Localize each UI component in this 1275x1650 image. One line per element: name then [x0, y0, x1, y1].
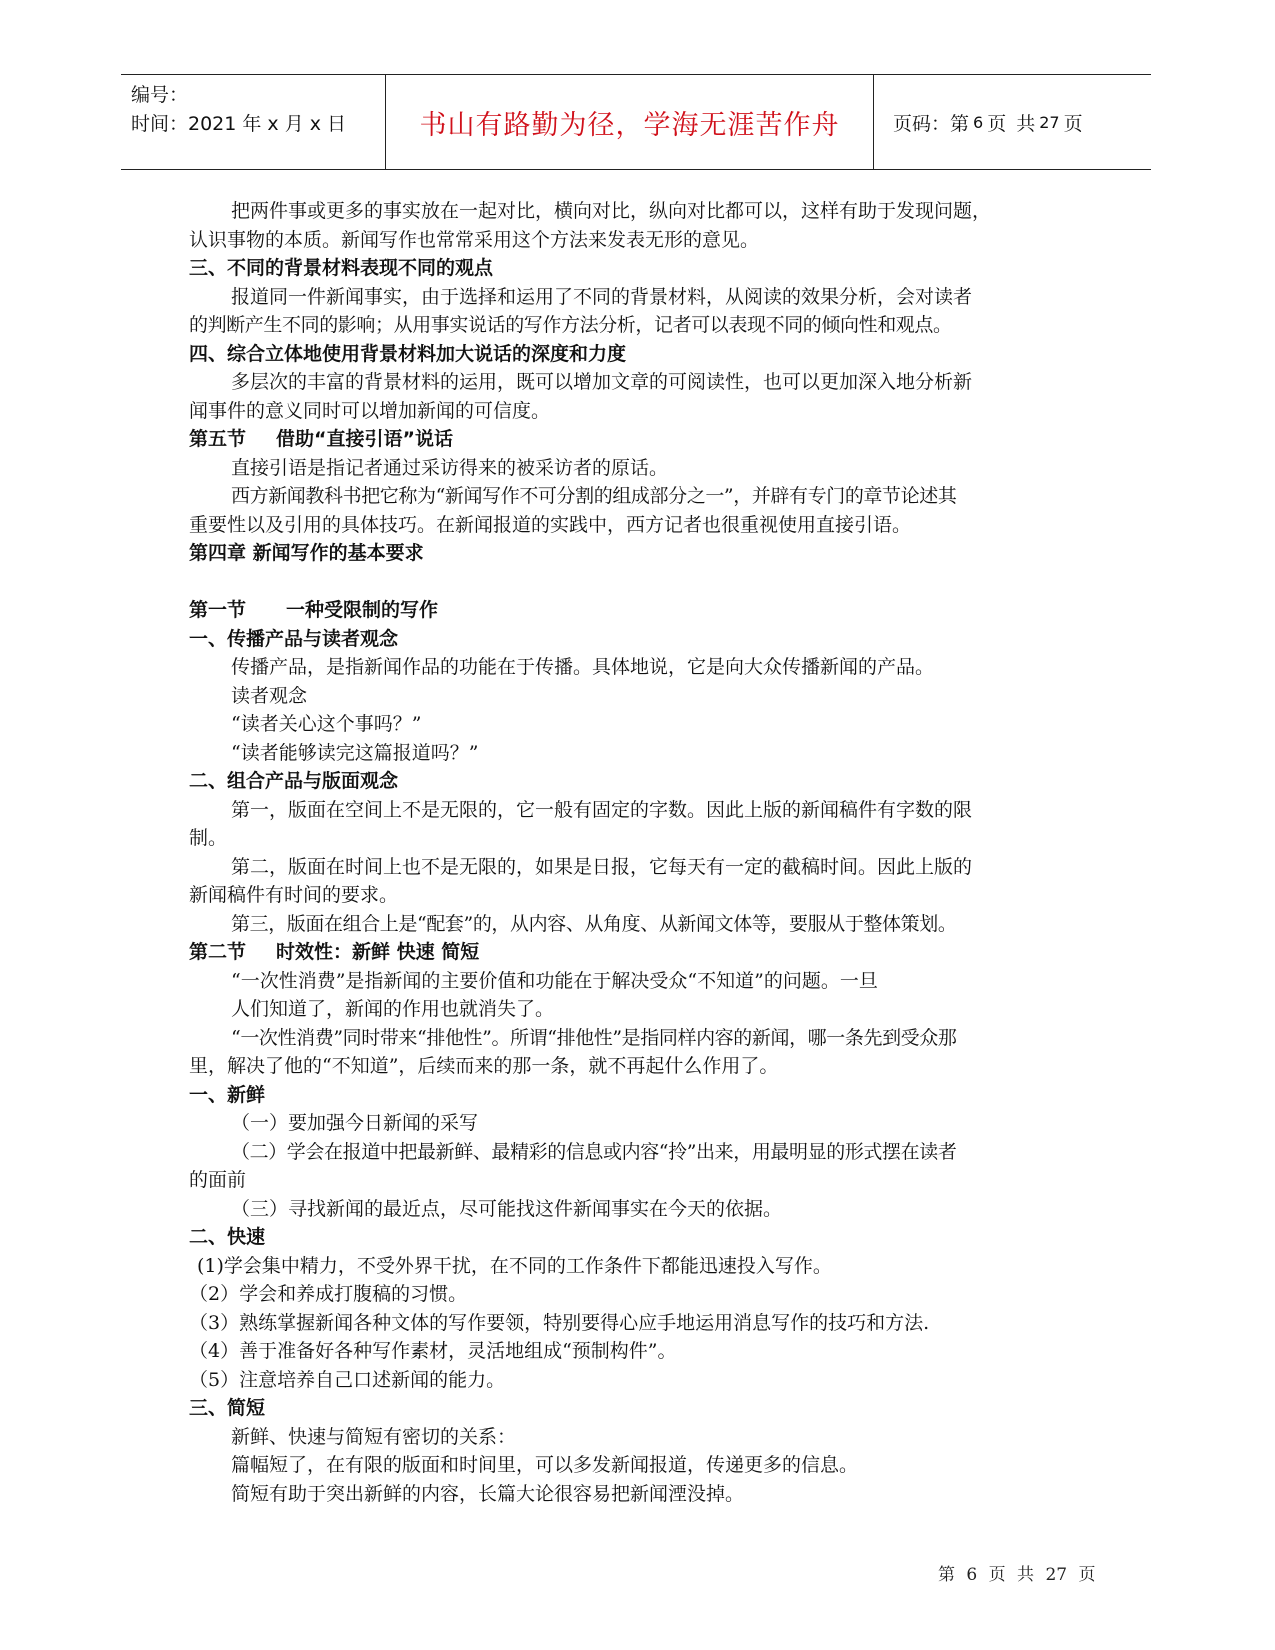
- paragraph-line: 新闻稿件有时间的要求。: [189, 884, 399, 906]
- list-item: (1)学会集中精力，不受外界干扰，在不同的工作条件下都能迅速投入写作。: [197, 1254, 832, 1277]
- page-prefix: 页码：第: [893, 112, 970, 135]
- list-item: （3）熟练掌握新闻各种文体的写作要领，特别要得心应手地运用消息写作的技巧和方法.: [189, 1311, 930, 1334]
- section-heading: 二、组合产品与版面观念: [189, 770, 399, 792]
- section-heading: 一、传播产品与读者观念: [189, 627, 399, 650]
- paragraph-line: “一次性消费”是指新闻的主要价值和功能在于解决受众“不知道”的问题。一旦: [231, 969, 878, 992]
- footer-page-number: 6: [966, 1565, 978, 1585]
- section-heading: 三、不同的背景材料表现不同的观点: [189, 257, 494, 279]
- page-number: 6: [973, 112, 984, 132]
- page-footer: [938, 1560, 1096, 1585]
- paragraph-line: 西方新闻教科书把它称为“新闻写作不可分割的组成部分之一”，并辟有专门的章节论述其: [231, 485, 957, 507]
- total-prefix: 共: [1016, 112, 1036, 135]
- paragraph-line: 重要性以及引用的具体技巧。在新闻报道的实践中，西方记者也很重视使用直接引语。: [189, 513, 912, 536]
- list-item: （4）善于准备好各种写作素材，灵活地组成“预制构件”。: [189, 1340, 677, 1362]
- section-heading: 一、新鲜: [189, 1083, 266, 1106]
- paragraph-line: 制。: [189, 827, 228, 849]
- paragraph-line: （三）寻找新闻的最近点，尽可能找这件新闻事实在今天的依据。: [231, 1197, 783, 1220]
- paragraph-line: 新鲜、快速与简短有密切的关系：: [231, 1425, 517, 1448]
- paragraph-line: 篇幅短了，在有限的版面和时间里，可以多发新闻报道，传递更多的信息。: [231, 1454, 859, 1476]
- paragraph-line: （二）学会在报道中把最新鲜、最精彩的信息或内容“拎”出来，用最明显的形式摆在读者: [231, 1140, 957, 1163]
- footer-total: 27: [1045, 1565, 1068, 1585]
- list-item: （2）学会和养成打腹稿的习惯。: [189, 1283, 468, 1305]
- paragraph-line: 传播产品，是指新闻作品的功能在于传播。具体地说，它是向大众传播新闻的产品。: [231, 656, 935, 678]
- header-page-info: [893, 75, 1143, 169]
- paragraph-line: 闻事件的意义同时可以增加新闻的可信度。: [189, 399, 551, 422]
- paragraph-line: （一）要加强今日新闻的采写: [231, 1112, 479, 1134]
- paragraph-line: 第二，版面在时间上也不是无限的，如果是日报，它每天有一定的截稿时间。因此上版的: [231, 855, 973, 878]
- paragraph-line: 认识事物的本质。新闻写作也常常采用这个方法来发表无形的意见。: [189, 228, 760, 251]
- paragraph-line: 人们知道了，新闻的作用也就消失了。: [231, 998, 555, 1020]
- section-heading: [189, 425, 1087, 454]
- paragraph-line: 的面前: [189, 1169, 247, 1191]
- total-pages: 27: [1039, 112, 1060, 132]
- list-item: （5）注意培养自己口述新闻的能力。: [189, 1368, 506, 1391]
- footer-suffix: 页: [1078, 1565, 1096, 1585]
- paragraph-line: 的判断产生不同的影响；从用事实说话的写作方法分析，记者可以表现不同的倾向性和观点。: [189, 314, 952, 336]
- paragraph-line: 里，解决了他的“不知道”，后续而来的那一条，就不再起什么作用了。: [189, 1055, 779, 1077]
- section-heading: 二、快速: [189, 1226, 266, 1248]
- paragraph-line: 直接引语是指记者通过采访得来的被采访者的原话。: [231, 456, 669, 479]
- section-number: 第一节: [189, 599, 247, 621]
- chapter-heading: 第四章 新闻写作的基本要求: [189, 542, 424, 564]
- paragraph-line: 把两件事或更多的事实放在一起对比，横向对比，纵向对比都可以，这样有助于发现问题，: [231, 200, 992, 222]
- paragraph-line: “一次性消费”同时带来“排他性”。所谓“排他性”是指同样内容的新闻，哪一条先到受众那: [231, 1026, 957, 1049]
- section-title: 借助“直接引语”说话: [276, 428, 453, 450]
- paragraph-line: 第三，版面在组合上是“配套”的，从内容、从角度、从新闻文体等，要服从于整体策划。: [231, 912, 957, 935]
- paragraph-line: 读者观念: [231, 684, 308, 707]
- section-heading: 四、综合立体地使用背景材料加大说话的深度和力度: [189, 342, 627, 365]
- footer-total-prefix: 共: [1017, 1565, 1035, 1585]
- paragraph-line: 简短有助于突出新鲜的内容，长篇大论很容易把新闻湮没掉。: [231, 1482, 745, 1505]
- section-number: 第二节: [189, 941, 247, 963]
- section-title: 时效性：新鲜 快速 简短: [276, 941, 480, 963]
- paragraph-line: 第一，版面在空间上不是无限的，它一般有固定的字数。因此上版的新闻稿件有字数的限: [231, 798, 973, 821]
- page-header: [121, 74, 1151, 170]
- header-divider: [873, 75, 874, 169]
- footer-mid: 页: [988, 1565, 1006, 1585]
- blank-line: [189, 568, 1087, 597]
- footer-prefix: 第: [938, 1565, 955, 1585]
- section-title: 一种受限制的写作: [286, 599, 439, 621]
- section-heading: [189, 596, 1087, 625]
- paragraph-line: “读者关心这个事吗？”: [231, 713, 422, 735]
- paragraph-line: 报道同一件新闻事实，由于选择和运用了不同的背景材料，从阅读的效果分析，会对读者: [231, 285, 973, 308]
- page-mid: 页: [987, 112, 1007, 135]
- section-heading: [189, 938, 1087, 967]
- header-meta: [131, 81, 381, 139]
- paragraph-line: 多层次的丰富的背景材料的运用，既可以增加文章的可阅读性，也可以更加深入地分析新: [231, 371, 973, 393]
- section-number: 第五节: [189, 428, 247, 450]
- document-time-label: 时间：2021 年 x 月 x 日: [131, 113, 347, 135]
- header-motto: 书山有路勤为径，学海无涯苦作舟: [419, 109, 840, 141]
- section-heading: 三、简短: [189, 1397, 266, 1419]
- paragraph-line: “读者能够读完这篇报道吗？”: [231, 741, 479, 764]
- document-number-label: 编号：: [131, 84, 189, 106]
- total-suffix: 页: [1063, 112, 1083, 135]
- document-body: [189, 197, 1087, 1508]
